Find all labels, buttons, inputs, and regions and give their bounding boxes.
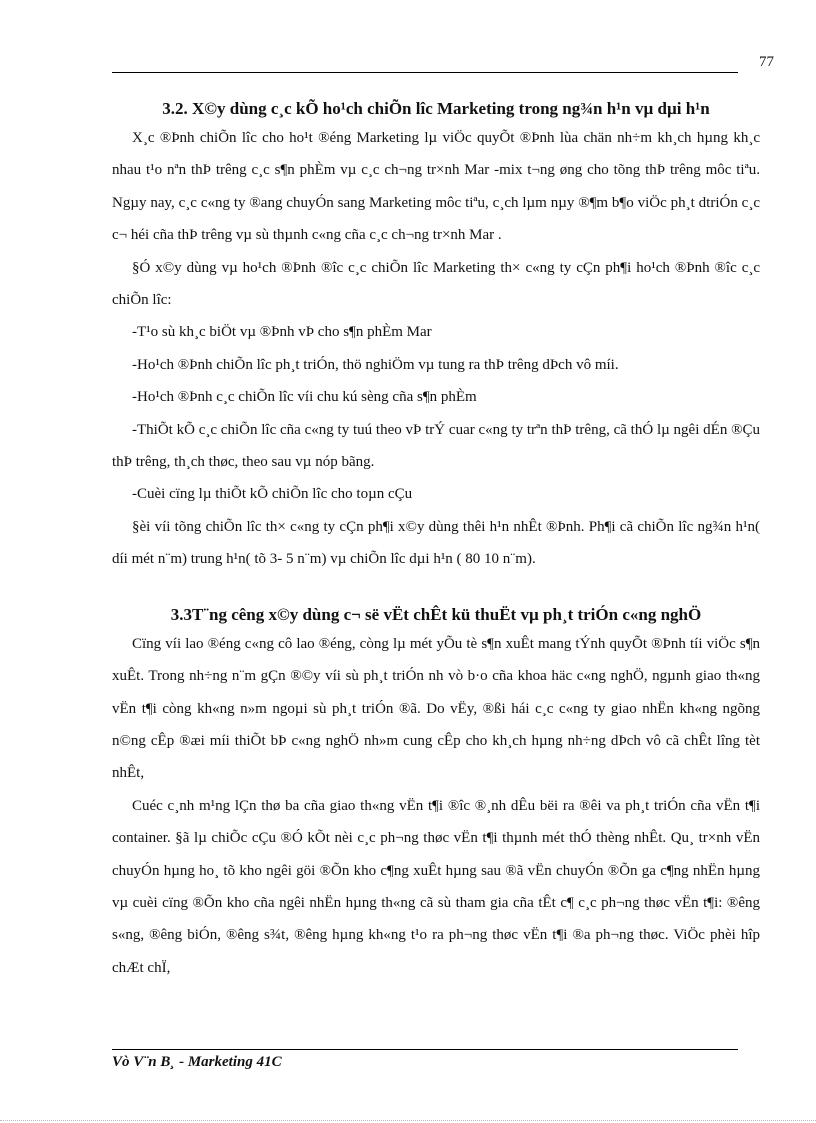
section-heading-3-2: 3.2. X©y dùng c¸c kÕ ho¹ch chiÕn lîc Marketing trong ng¾n h¹n vµ dµi h¹n — [162, 99, 710, 118]
page-body — [112, 96, 760, 984]
list-item: -T¹o sù kh¸c biÖt vµ ®Þnh vÞ cho s¶n phÈm Mar — [132, 324, 432, 341]
list-item: -Ho¹ch ®Þnh chiÕn lîc ph¸t triÓn, thö nghiÖm vµ tung ra thÞ trêng dÞch vô míi. — [132, 356, 619, 373]
footer-rule — [112, 1049, 738, 1050]
footer-author: Vò V¨n B¸ - Marketing 41C — [112, 1054, 282, 1070]
list-item: -Cuèi cïng lµ thiÕt kÕ chiÕn lîc cho toµn cÇu — [132, 486, 413, 503]
paragraph: §èi víi tõng chiÕn lîc th× c«ng ty cÇn ph¶i x©y dùng thêi h¹n nhÊt ®Þnh. Ph¶i cã chiÕn lîc ng¾n h¹n( díi mét n¨m) trung h¹n( tõ 3- 5 n¨m) vµ chiÕn lîc dµi h¹n ( 80 10 n¨m). — [112, 518, 760, 568]
page-edge — [0, 1120, 816, 1121]
header-rule — [112, 72, 738, 73]
paragraph: Cïng víi lao ®éng c«ng cô lao ®éng, còng lµ mét yÕu tè s¶n xuÊt mang tÝnh quyÕt ®Þnh tíi viÖc s¶n xuÊt. Trong nh÷ng n¨m gÇn ®©y víi sù ph¸t triÓn nh vò b·o cña khoa häc c«ng nghÖ, ngµnh giao th«ng vËn t¶i còng kh«ng n»m ngoµi sù ph¸t triÓn ®ã. Do vËy, ®ßi hái c¸c c«ng ty giao nhËn kh«ng ngõng n©ng cÊp ®æi míi thiÕt bÞ c«ng nghÖ nh»m cung cÊp cho kh¸ch hµng nh÷ng dÞch vô cã chÊt lîng tèt nhÊt, — [112, 635, 760, 782]
paragraph: Cuéc c¸nh m¹ng lÇn thø ba cña giao th«ng vËn t¶i ®îc ®¸nh dÊu bëi ra ®êi va ph¸t triÓn cña vËn t¶i container. §ã lµ chiÕc cÇu ®Ó kÕt nèi c¸c ph¬ng thøc vËn t¶i thµnh mét thÓ thèng nhÊt. Qu¸ tr×nh vËn chuyÓn hµng ho¸ tõ kho ngêi göi ®Õn kho c¶ng xuÊt hµng sau ®ã vËn chuyÓn ®Õn ga c¶ng nhËn hµng vµ cuèi cïng ®Õn kho cña ngêi nhËn hµng th«ng cã sù tham gia cña tÊt c¶ c¸c ph¬ng thøc vËn t¶i: ®êng s«ng, ®êng biÓn, ®êng s¾t, ®êng hµng kh«ng t¹o ra ph¬ng thøc vËn t¶i ®a ph¬ng thøc. ViÖc phèi hîp chÆt chÏ, — [112, 797, 760, 976]
list-item: -ThiÕt kÕ c¸c chiÕn lîc cña c«ng ty tuú theo vÞ trÝ cuar c«ng ty trªn thÞ trêng, cã thÓ lµ ngêi dÉn ®Çu thÞ trêng, th¸ch thøc, theo sau vµ nóp bãng. — [112, 421, 760, 471]
list-item: -Ho¹ch ®Þnh c¸c chiÕn lîc víi chu kú sèng cña s¶n phÈm — [132, 389, 477, 406]
paragraph: X¸c ®Þnh chiÕn lîc cho ho¹t ®éng Marketing lµ viÖc quyÕt ®Þnh lùa chän nh÷m kh¸ch hµng kh¸c nhau t¹o nªn thÞ trêng c¸c s¶n phÈm vµ c¸c ch¬ng tr×nh Mar -mix t¬ng øng cho tõng thÞ trêng môc tiªu. Ngµy nay, c¸c c«ng ty ®ang chuyÓn sang Marketing môc tiªu, c¸ch lµm nµy ®¶m b¶o viÖc ph¸t dtriÓn c¸c c¬ héi cña thÞ trêng vµ sù thµnh c«ng cña c¸c ch¬ng tr×nh Mar . — [112, 130, 760, 244]
paragraph: §Ó x©y dùng vµ ho¹ch ®Þnh ®îc c¸c chiÕn lîc Marketing th× c«ng ty cÇn ph¶i ho¹ch ®Þnh ®îc c¸c chiÕn lîc: — [112, 259, 760, 309]
section-heading-3-3: 3.3T¨ng cêng x©y dùng c¬ së vËt chÊt kü thuËt vµ ph¸t triÓn c«ng nghÖ — [170, 604, 702, 624]
page-number: 77 — [759, 54, 774, 70]
